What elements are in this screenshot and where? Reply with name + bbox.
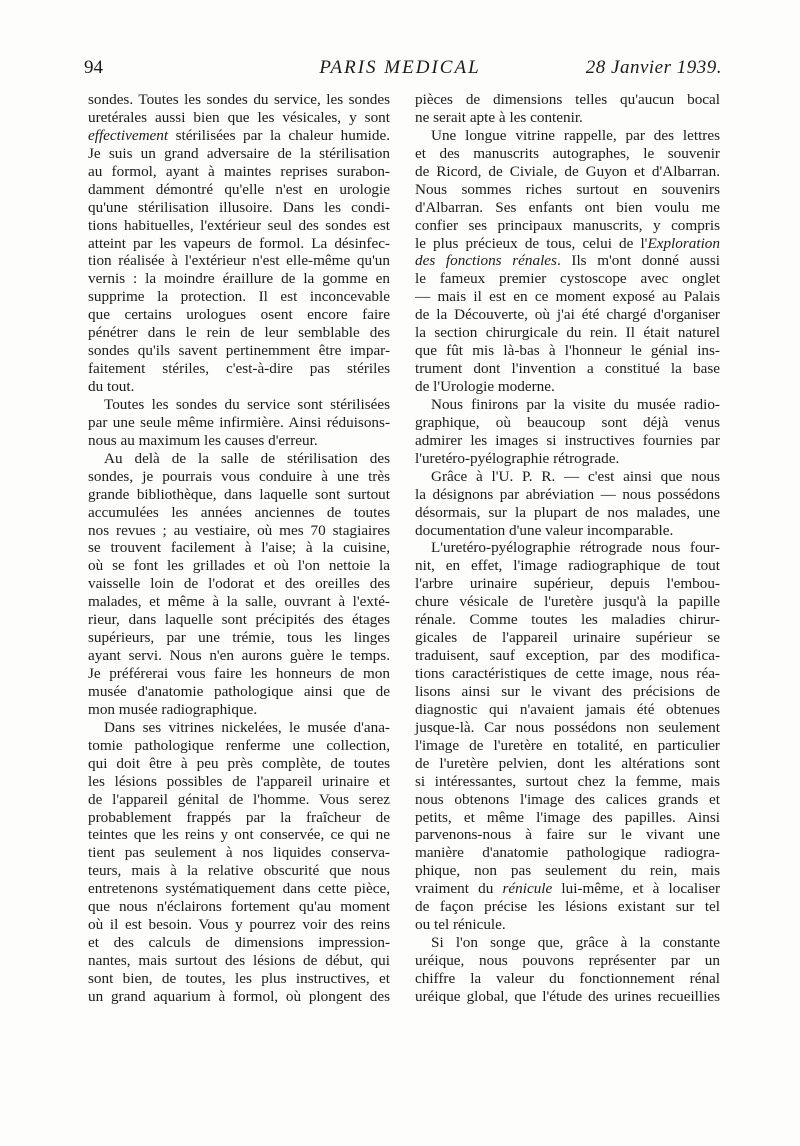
text-line: Si l'on songe que, grâce à la constante: [431, 934, 720, 952]
text-line: jusque-là. Car nous possédons non seulement: [415, 718, 720, 736]
paragraph: [88, 450, 390, 719]
italic-text: rénicule: [502, 880, 553, 898]
text-line: que fût mis là-bas à l'honneur le génial ins-: [415, 342, 720, 360]
text-line: nos revues ; au vestiaire, où mes 70 stagiaires: [88, 521, 390, 539]
text-line: l'uretéro-pyélographie rétrograde.: [415, 449, 620, 467]
text-line: se trouvent facilement à l'aise; à la cuisine,: [88, 539, 390, 557]
text-line: Nous finirons par la visite du musée radio-: [431, 395, 720, 413]
paragraph: [415, 396, 720, 468]
text-line: où il est besoin. Vous y pourrez voir des reins: [88, 916, 390, 934]
text-line: musée d'anatomie pathologique ainsi que de: [88, 682, 390, 700]
text-line: — mais il est en ce moment exposé au Palais: [415, 288, 720, 306]
text-line: Je préférerai vous faire les honneurs de mon: [88, 665, 390, 682]
paragraph: [415, 934, 720, 1006]
text-line: l'arbre urinaire supérieur, depuis l'embou-: [415, 575, 720, 593]
text-line: de la Découverte, où j'ai été chargé d'organiser: [415, 306, 720, 324]
text-line: nantes, mais surtout des lésions de début, qui: [88, 952, 390, 969]
text-line: tion réalisée à l'extérieur n'est elle-même qu'un: [88, 252, 390, 270]
text-line: Toutes les sondes du service sont stérilisées: [104, 395, 390, 413]
text-line: sont bien, de toutes, les plus instructives, et: [88, 969, 390, 987]
paragraph: [415, 539, 720, 934]
right-text-column: [415, 91, 720, 1006]
text-line: Grâce à l'U. P. R. — c'est ainsi que nous: [431, 467, 720, 485]
text-line: tions caractéristiques de cette image, nous réa-: [415, 665, 720, 682]
text-line: lisons ainsi sur le vivant des précisions de: [415, 682, 720, 700]
text-line: ne serait apte à les contenir.: [415, 108, 583, 126]
text-line: le fameux premier cystoscope avec onglet: [415, 270, 720, 288]
paragraph: [88, 719, 390, 1006]
text-line: uréique global, que l'étude des urines recueillies: [415, 987, 720, 1005]
text-segment: le plus précieux de tous, celui de l': [415, 234, 648, 252]
journal-title: PARIS MEDICAL: [319, 57, 481, 78]
text-line: chiffre la valeur du fonctionnement rénal: [415, 969, 720, 987]
paragraph: [415, 91, 720, 127]
text-line: au formol, ayant à maintes reprises surabon-: [88, 162, 390, 180]
text-line: tomie pathologique renferme une collection,: [88, 736, 390, 754]
text-line: nous obtenons l'image des calices grands et: [415, 790, 720, 808]
text-line: uretérales aussi bien que les vésicales, y sont: [88, 108, 390, 126]
text-segment: stérilisées par la chaleur humide.: [168, 126, 390, 144]
text-line: où se font les grillades et où l'on nettoie la: [88, 557, 390, 575]
text-line: tient pas seulement à nos liquides conserva-: [88, 844, 390, 862]
text-line: supprime la protection. Il est inconcevable: [88, 288, 390, 306]
text-line: la désignons par abréviation — nous possédons: [415, 485, 720, 503]
text-line: Au delà de la salle de stérilisation des: [104, 449, 390, 467]
text-line: de l'appareil génital de l'homme. Vous serez: [88, 790, 390, 808]
text-line: pièces de dimensions telles qu'aucun bocal: [415, 91, 720, 108]
text-line: vernis : la moindre éraillure de la gomme en: [88, 270, 390, 288]
text-line: petits, et même l'image des papilles. Ainsi: [415, 808, 720, 826]
text-line: les lésions possibles de l'appareil urinaire et: [88, 772, 390, 790]
text-line: la section chirurgicale du rein. Il était naturel: [415, 324, 720, 342]
text-line: et des manuscrits autographes, le souvenir: [415, 144, 720, 162]
text-line: rénale. Comme toutes les maladies chirur-: [415, 611, 720, 629]
text-line: sondes qu'ils savent pertinemment être impar-: [88, 342, 390, 360]
text-line: par une seule même infirmière. Ainsi réduisons-: [88, 413, 390, 431]
text-line: qui doit être à peu près complète, de toutes: [88, 754, 390, 772]
text-line: admirer les images si instructives fournies par: [415, 431, 720, 449]
text-line: [415, 252, 720, 270]
text-line: teurs, mais à la relative obscurité que nous: [88, 862, 390, 880]
text-line: Dans ses vitrines nickelées, le musée d'ana-: [104, 718, 390, 736]
page-number: 94: [84, 57, 103, 78]
paragraph: [88, 396, 390, 450]
text-line: un grand aquarium à formol, où plongent des: [88, 987, 390, 1005]
text-line: documentation d'une valeur incomparable.: [415, 521, 674, 539]
text-line: sondes. Toutes les sondes du service, les sondes: [88, 91, 390, 108]
paragraph: [415, 468, 720, 540]
text-line: et des calculs de dimensions impression-: [88, 934, 390, 952]
text-line: [415, 880, 720, 898]
issue-date: 28 Janvier 1939.: [585, 57, 722, 78]
text-line: Une longue vitrine rappelle, par des lettres: [431, 126, 720, 144]
text-line: désormais, sur la plupart de nos malades, une: [415, 503, 720, 521]
text-line: de Ricord, de Civiale, de Guyon et d'Albarran.: [415, 162, 720, 180]
italic-text: effectivement: [88, 126, 169, 144]
text-line: vaisselle loin de l'odorat et des oreilles des: [88, 575, 390, 593]
italic-text: Exploration: [647, 234, 720, 252]
text-line: rieur, dans laquelle sont précipités des étages: [88, 611, 390, 629]
paragraph: [415, 127, 720, 396]
text-line: si intéressantes, surtout chez la femme, mais: [415, 772, 720, 790]
text-line: chure vésicale de l'uretère jusqu'à la papille: [415, 593, 720, 611]
text-line: d'Albarran. Ses enfants ont bien voulu me: [415, 198, 720, 216]
text-line: Nous sommes riches surtout en souvenirs: [415, 180, 720, 198]
text-line: sondes, je pourrais vous conduire à une très: [88, 467, 390, 485]
text-segment: lui-même, et à localiser: [552, 880, 721, 898]
text-line: que certains urologues osent encore faire: [88, 306, 390, 324]
text-line: ayant servi. Nous n'en aurons guère le temps.: [88, 647, 390, 665]
text-line: damment démontré qu'elle n'est en urologie: [88, 180, 390, 198]
text-line: traduisent, sauf exception, par des modifica-: [415, 647, 720, 665]
text-line: phique, non pas seulement du rein, mais: [415, 862, 720, 880]
italic-text: des fonctions rénales: [415, 252, 557, 270]
text-line: Je suis un grand adversaire de la stérilisation: [88, 144, 390, 162]
text-line: nous au maximum les causes d'erreur.: [88, 431, 318, 449]
text-line: nit, en effet, l'image radiographique de tout: [415, 557, 720, 575]
text-segment: . Ils m'ont donné aussi: [556, 252, 720, 270]
text-segment: vraiment du: [415, 880, 503, 898]
text-line: gicales de l'appareil urinaire supérieur se: [415, 629, 720, 647]
text-line: [88, 127, 390, 145]
text-line: trument dont l'invention a constitué la base: [415, 360, 720, 378]
text-line: graphique, où beaucoup sont déjà venus: [415, 413, 720, 431]
text-line: uréique, nous pouvons représenter par un: [415, 952, 720, 969]
text-line: malades, et même à la salle, ouvrant à l'exté-: [88, 593, 390, 611]
text-line: entretenons systématiquement dans cette pièce,: [88, 880, 390, 898]
text-line: de façon précise les lésions existant sur tel: [415, 898, 720, 916]
text-line: atteint par les vapeurs de formol. La désinfec-: [88, 234, 390, 252]
text-line: supérieurs, par une trémie, tous les linges: [88, 629, 390, 647]
text-line: faitement stériles, c'est-à-dire pas stériles: [88, 360, 390, 378]
text-line: L'uretéro-pyélographie rétrograde nous four-: [431, 539, 720, 557]
text-line: parvenons-nous à faire sur le vivant une: [415, 826, 720, 844]
text-line: qu'une stérilisation illusoire. Dans les condi-: [88, 198, 390, 216]
text-line: pénétrer dans le rein de leur semblable des: [88, 324, 390, 342]
text-line: teintes que les reins y ont conservée, ce qui ne: [88, 826, 390, 844]
text-line: manière d'anatomie pathologique radiogra-: [415, 844, 720, 862]
text-line: de l'Urologie moderne.: [415, 378, 555, 395]
text-line: grande bibliothèque, dans laquelle sont surtout: [88, 485, 390, 503]
text-line: du tout.: [88, 378, 135, 395]
text-line: confier ses principaux manuscrits, y compris: [415, 216, 720, 234]
text-line: mon musée radiographique.: [88, 700, 258, 718]
text-line: [415, 235, 720, 253]
text-line: diagnostic qui n'avaient jamais été obtenues: [415, 700, 720, 718]
paragraph: [88, 91, 390, 396]
text-line: que nous n'éclairons fortement qu'au moment: [88, 898, 390, 916]
left-text-column: [88, 91, 390, 1006]
text-line: tions habituelles, l'extérieur seul des sondes est: [88, 216, 390, 234]
text-line: accumulées les années anciennes de toutes: [88, 503, 390, 521]
text-line: l'image de l'uretère en totalité, en particulier: [415, 736, 720, 754]
text-line: de l'uretère pelvien, dont les altérations sont: [415, 754, 720, 772]
text-line: ou tel rénicule.: [415, 916, 506, 934]
text-line: probablement frappés par la fraîcheur de: [88, 808, 390, 826]
